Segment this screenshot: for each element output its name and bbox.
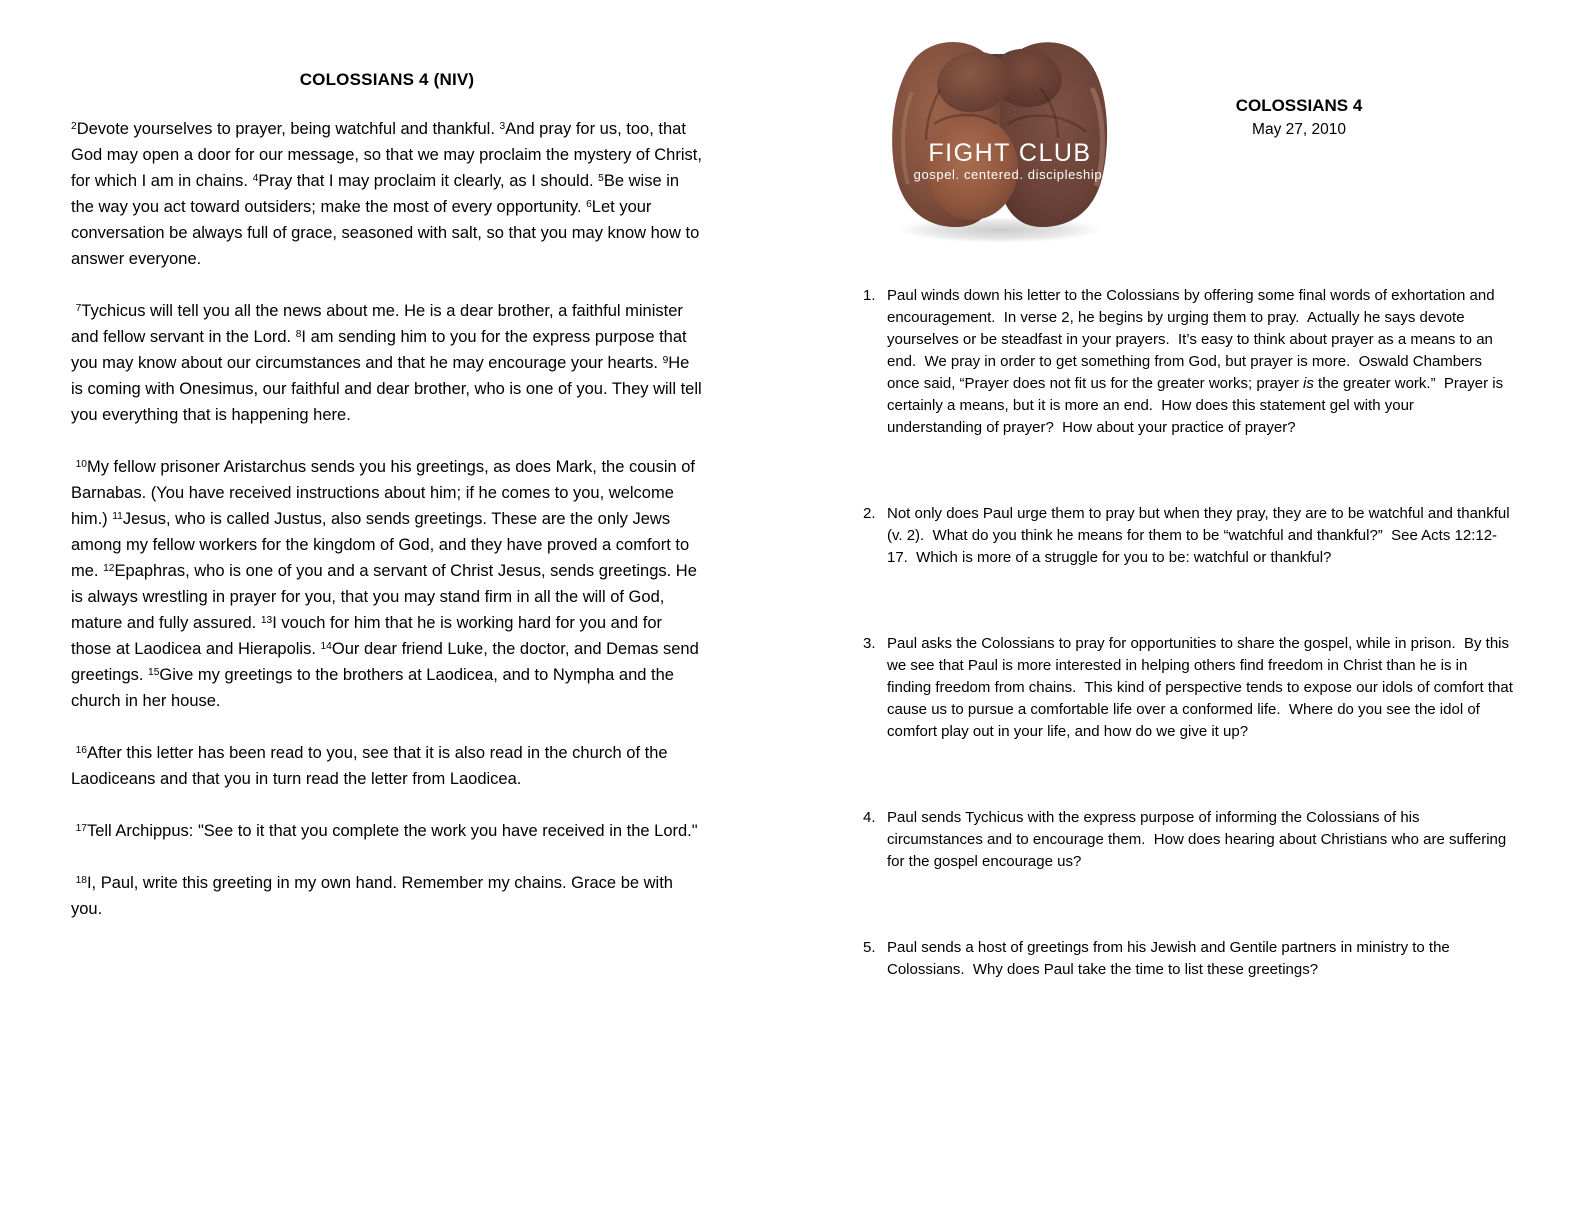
verse-number: 10 [75,459,87,471]
scripture-paragraph: $^{16}$After this letter has been read to you, see that it is also read in the church of the Laodiceans and that you in turn read the letter from Laodicea. [71,744,673,788]
scripture-paragraph: $^2$Devote yourselves to prayer, being watchful and thankful. $^3$And pray for us, too, that God may open a door for our message, so that we may proclaim the mystery of Christ, for which I am in chains. $^4$Pray that I may proclaim it clearly, as I should. $^5$Be wise in the way you act toward outsiders; make the most of every opportunity. $^6$Let your conversation be always full of grace, seasoned with salt, so that you may know how to answer everyone. [71,120,707,268]
scripture-title: COLOSSIANS 4 (NIV) [299,70,475,89]
document-title: COLOSSIANS 4 [1235,96,1363,115]
question-text: Paul sends a host of greetings from his Jewish and Gentile partners in ministry to the Colossians. Why does Paul take the time to list these greetings? [887,939,1454,978]
questions-list [863,285,1518,1045]
logo-tagline: gospel. centered. discipleship. [913,167,1107,182]
boxing-gloves-icon [878,26,1122,248]
scripture-paragraph: $^{17}$Tell Archippus: "See to it that you complete the work you have received in the Lord." [75,822,698,840]
fight-club-logo [878,26,1122,248]
verse-number: 15 [148,667,160,679]
question-item [863,503,1513,569]
verse-number: 18 [75,875,87,887]
question-number: 2. [863,505,876,522]
verse-number: 12 [103,563,115,575]
verse-number: 14 [320,641,332,653]
verse-number: 4 [252,173,259,185]
verse-number: 9 [662,355,669,367]
scripture-paragraph: $^{10}$My fellow prisoner Aristarchus sends you his greetings, as does Mark, the cousin of Barnabas. (You have received instructions about him; if he comes to you, welcome him.) $^{11}$Jesus, who is called Justus, also sends greetings. These are the only Jews among my fellow workers for the kingdom of God, and they have proved a comfort to me. $^{12}$Epaphras, who is one of you and a servant of Christ Jesus, sends greetings. He is always wrestling in prayer for you, that you may stand firm in all the will of God, mature and fully assured. $^{13}$I vouch for him that he is working hard for you and for those at Laodicea and Hierapolis. $^{14}$Our dear friend Luke, the doctor, and Demas send greetings. $^{15}$Give my greetings to the brothers at Laodicea, and to Nympha and the church in her house. [71,458,704,710]
verse-number: 13 [260,615,273,627]
verse-number: 5 [598,173,604,185]
question-text: Paul winds down his letter to the Colossians by offering some final words of exhortation and encouragement. In verse 2, he begins by urging them to pray. Actually he says devote yourselves or be steadfast in your prayers. It’s easy to think about prayer as a means to an end. We pray in order to get something from God, but prayer is more. Oswald Chambers once said, “Prayer does not fit us for the greater works; prayer is the greater work.” Prayer is certainly a means, but it is more an end. How does this statement gel with your understanding of prayer? How about your practice of prayer? [887,287,1508,436]
question-text: Paul asks the Colossians to pray for opportunities to share the gospel, while in prison. By this we see that Paul is more interested in helping others find freedom in Christ than he is in finding freedom from chains. This kind of perspective tends to expose our idols of comfort that cause us to pursue a comfortable life over a conformed life. Where do you see the idol of comfort play out in your life, and how do we give it up? [887,635,1518,740]
verse-number: 8 [295,329,302,341]
verse-number: 16 [75,745,87,757]
scripture-paragraph: $^{18}$I, Paul, write this greeting in my own hand. Remember my chains. Grace be with you. [71,874,678,918]
verse-number: 11 [112,511,123,523]
question-text: Not only does Paul urge them to pray but when they pray, they are to be watchful and thankful (v. 2). What do you think he means for them to be “watchful and thankful?” See Acts 12:12-17. Which is more of a struggle for you to be: watchful or thankful? [887,505,1514,566]
scripture-paragraph: $^7$Tychicus will tell you all the news about me. He is a dear brother, a faithful minister and fellow servant in the Lord. $^8$I am sending him to you for the express purpose that you may know about our circumstances and that he may encourage your hearts. $^9$He is coming with Onesimus, our faithful and dear brother, who is one of you. They will tell you everything that is happening here. [71,302,707,424]
question-text: Paul sends Tychicus with the express purpose of informing the Colossians of his circumstances and to encourage them. How does hearing about Christians who are suffering for the gospel encourage us? [887,809,1511,870]
question-number: 5. [863,939,876,956]
scripture-paragraphs [71,116,707,922]
verse-number: 17 [75,823,87,835]
question-item [863,937,1513,981]
question-item [863,285,1513,439]
verse-number: 7 [75,303,82,315]
verse-number: 6 [586,199,592,211]
question-number: 4. [863,809,876,826]
question-item [863,633,1518,743]
verse-number: 3 [499,121,506,133]
document-date: May 27, 2010 [1252,121,1346,138]
question-number: 3. [863,635,876,652]
logo-title: FIGHT CLUB [928,139,1092,167]
verse-number: 2 [71,121,77,133]
document-header [1179,96,1419,139]
question-number: 1. [863,287,876,304]
scripture-column [71,70,707,922]
question-item [863,807,1513,873]
